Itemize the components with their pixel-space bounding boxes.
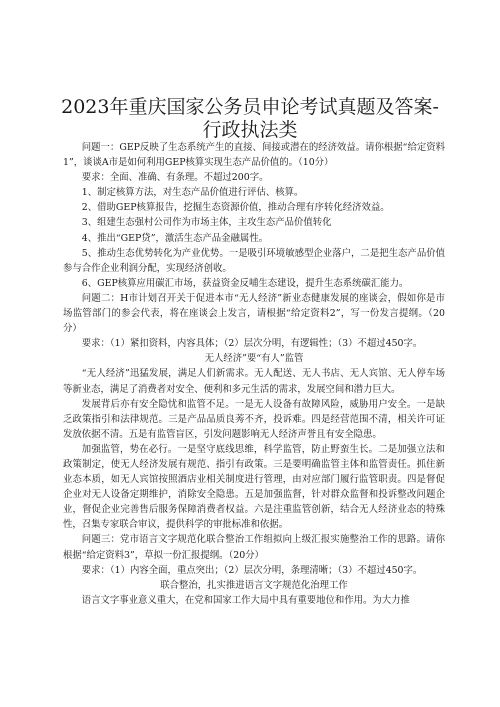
- document-title-line-1: 2023年重庆国家公务员申论考试真题及答案-: [61, 96, 439, 118]
- question-3-requirement: 要求：（1）内容全面，重点突出；（2）层次分明，条理清晰；（3）不超过450字。: [81, 564, 423, 576]
- answer-3-paragraph-1: 语言文字事业意义重大，在党和国家工作大局中具有重要地位和作用。为大力推: [81, 594, 410, 606]
- answer-2-paragraph-1: “无人经济”迅猛发展，满足人们新需求。无人配送、无人书店、无人宾馆、无人停车场等新业态，满足了消费者对安全、便利和多元生活的需求，发展空间和潜力巨大。: [63, 368, 445, 395]
- document-body: [63, 140, 445, 608]
- question-2-text: 问题二：H市计划召开关于促进本市“无人经济”新业态健康发展的座谈会，假如你是市场监管部门的参会代表，将在座谈会上发言，请根据“给定资料2”，写一份发言提纲。（20分）: [63, 292, 445, 335]
- answer-2-paragraph-3: 加强监管，势在必行。一是坚守底线思维，科学监管，防止野蛮生长。二是加强立法和政策制定，使无人经济发展有规范、指引有政策。三是要明确监管主体和监管责任。抓住新业态本质，如无人宾馆按照酒店业相关制度进行管理，由对应部门履行监管职责。四是督促企业对无人设备定期维护，消除安全隐患。五是加强监督，针对群众监督和投诉整改问题企业，督促企业完善售后服务保障消费者权益。六是注重监管创新，结合无人经济业态的特殊性，召集专家联合审议，提供科学的审批标准和依据。: [63, 443, 445, 531]
- answer-2-paragraph-2: 发展背后亦有安全隐忧和监管不足。一是无人设备有故障风险，威胁用户安全。一是缺乏政策指引和法律规范。三是产品品质良莠不齐，投诉难。四是经营范围不清，相关许可证发放依据不清。五是有监管盲区，引发问题影响无人经济声誉且有安全隐患。: [63, 398, 445, 440]
- question-3-text: 问题三：党市语言文字规范化联合整治工作组拟向上级汇报实施整治工作的思路。请你根据“给定资料3”，草拟一份汇报提纲。（20分）: [63, 534, 445, 561]
- answer-1-point-2: 2、借助GEP核算报告，挖掘生态资源价值，推动合理有序转化经济效益。: [81, 202, 390, 214]
- answer-1-point-6: 6、GEP核算应用碳汇市场，获益资金反哺生态建设，提升生态系统碳汇能力。: [81, 277, 409, 289]
- answer-1-point-4: 4、推出“GEP贷”，激活生态产品金融属性。: [81, 232, 268, 244]
- answer-1-point-5: 5、推动生态优势转化为产业优势。一是吸引环境敏感型企业落户，二是把生态产品价值参与合作企业利润分配，实现经济创收。: [63, 247, 445, 274]
- answer-2-heading: 无人经济”要“有人”监管: [204, 353, 304, 365]
- question-1-text: 问题一：GEP反映了生态系统产生的直接、间接或潜在的经济效益。请你根据“给定资料1”，谈谈A市是如何利用GEP核算实现生态产品价值的。（10分）: [63, 142, 445, 169]
- answer-1-point-3: 3、组建生态强村公司作为市场主体，主攻生态产品价值转化: [81, 217, 332, 229]
- question-1-requirement: 要求：全面、准确、有条理。不超过200字。: [81, 172, 269, 184]
- answer-1-point-1: 1、制定核算方法，对生态产品价值进行评估、核算。: [81, 187, 304, 199]
- answer-3-heading: 联合整治，扎实推进语言文字规范化治理工作: [160, 579, 348, 591]
- question-2-requirement: 要求：（1）紧扣资料，内容具体；（2）层次分明，有逻辑性；（3）不超过450字。: [81, 338, 423, 350]
- document-title-line-2: 行政执法类: [202, 119, 298, 141]
